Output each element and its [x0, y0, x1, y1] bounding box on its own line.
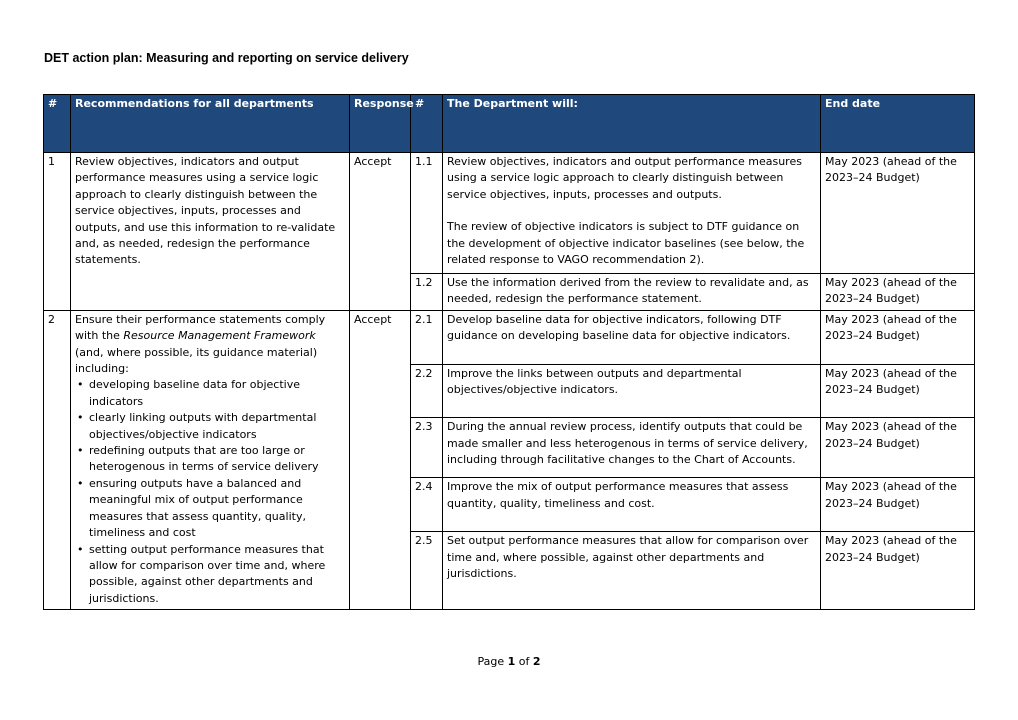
- page-number: Page 1 of 2: [477, 655, 541, 668]
- rec-response: Accept: [350, 310, 411, 609]
- rec-intro: Ensure their performance statements comply with the Resource Management Framework (and, where possible, its guidance material) including:: [75, 312, 326, 376]
- table-row: [44, 310, 975, 364]
- action-text: Improve the mix of output performance measures that assess quantity, quality, timeliness and cost.: [443, 478, 821, 532]
- page-total: 2: [532, 655, 541, 668]
- action-text: During the annual review process, identify outputs that could be made smaller and less heterogenous in terms of service delivery, including through facilitative changes to the Chart of Accounts.: [443, 418, 821, 478]
- header-end-date: End date: [821, 95, 975, 153]
- rec-response: Accept: [350, 153, 411, 311]
- action-text-note: The review of objective indicators is subject to DTF guidance on the development of objective indicator baselines (see below, the related response to VAGO recommendation 2).: [447, 220, 805, 267]
- table-row: [44, 153, 975, 274]
- list-item: • setting output performance measures that allow for comparison over time and, where possible, against other departments and jurisdictions.: [89, 542, 345, 608]
- list-item: • ensuring outputs have a balanced and meaningful mix of output performance measures that assess quantity, quality, timeliness and cost: [89, 476, 345, 542]
- header-recommendation: Recommendations for all departments: [71, 95, 350, 153]
- rec-bullet-list: [75, 377, 345, 607]
- action-plan-table: [43, 94, 975, 610]
- table-header-row: [44, 95, 975, 153]
- action-num: 2.3: [411, 418, 443, 478]
- header-action-num: #: [411, 95, 443, 153]
- header-action: The Department will:: [443, 95, 821, 153]
- action-num: 2.4: [411, 478, 443, 532]
- action-end-date: May 2023 (ahead of the 2023–24 Budget): [821, 274, 975, 311]
- action-text: Set output performance measures that allow for comparison over time and, where possible, against other departments and jurisdictions.: [443, 532, 821, 610]
- header-num: #: [44, 95, 71, 153]
- list-item: • clearly linking outputs with departmental objectives/objective indicators: [89, 410, 345, 443]
- action-end-date: May 2023 (ahead of the 2023–24 Budget): [821, 364, 975, 418]
- action-text-main: Review objectives, indicators and output performance measures using a service logic approach to clearly distinguish between service objectives, inputs, processes and outputs.: [447, 155, 802, 201]
- rec-text: Review objectives, indicators and output performance measures using a service logic approach to clearly distinguish between the service objectives, inputs, processes and outputs, and use this information to re-validate and, as needed, redesign the performance statements.: [71, 153, 350, 311]
- header-response: Response: [350, 95, 411, 153]
- document-title: DET action plan: Measuring and reporting on service delivery: [44, 51, 409, 65]
- framework-name: Resource Management Framework: [123, 329, 316, 343]
- action-text: [443, 153, 821, 274]
- rec-num: 2: [44, 310, 71, 609]
- page-current: 1: [507, 655, 516, 668]
- list-item: • developing baseline data for objective indicators: [89, 377, 345, 410]
- action-num: 2.2: [411, 364, 443, 418]
- rec-text: [71, 310, 350, 609]
- action-num: 2.1: [411, 310, 443, 364]
- action-end-date: May 2023 (ahead of the 2023–24 Budget): [821, 153, 975, 274]
- action-num: 1.1: [411, 153, 443, 274]
- action-num: 1.2: [411, 274, 443, 311]
- action-end-date: May 2023 (ahead of the 2023–24 Budget): [821, 310, 975, 364]
- action-end-date: May 2023 (ahead of the 2023–24 Budget): [821, 478, 975, 532]
- action-end-date: May 2023 (ahead of the 2023–24 Budget): [821, 418, 975, 478]
- action-text: Develop baseline data for objective indicators, following DTF guidance on developing baseline data for objective indicators.: [443, 310, 821, 364]
- rec-num: 1: [44, 153, 71, 311]
- action-text: Improve the links between outputs and departmental objectives/objective indicators.: [443, 364, 821, 418]
- action-end-date: May 2023 (ahead of the 2023–24 Budget): [821, 532, 975, 610]
- action-text: Use the information derived from the review to revalidate and, as needed, redesign the performance statement.: [443, 274, 821, 311]
- list-item: • redefining outputs that are too large or heterogenous in terms of service delivery: [89, 443, 345, 476]
- action-num: 2.5: [411, 532, 443, 610]
